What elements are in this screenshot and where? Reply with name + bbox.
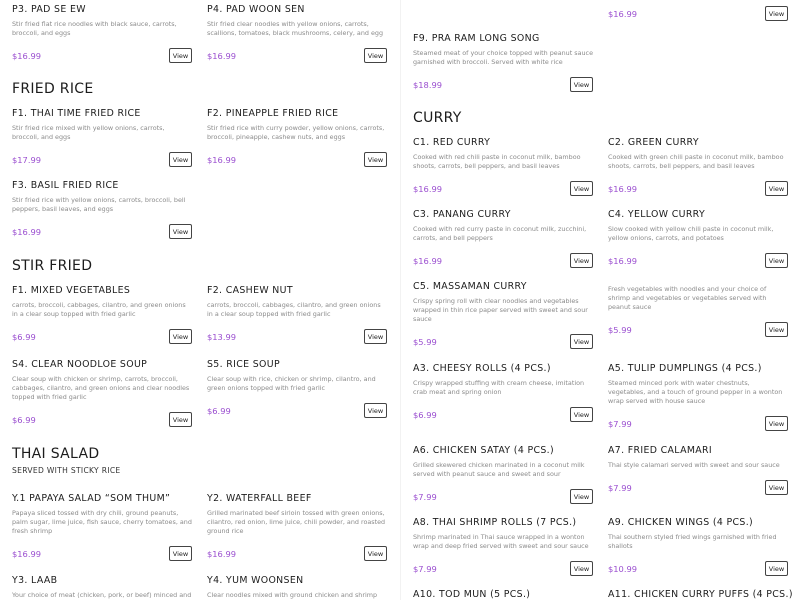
menu-item-description: Shrimp marinated in Thai sauce wrapped in a wonton wrap and deep fried served with sweet and sour sauce xyxy=(413,533,589,550)
menu-item-price: $13.99 xyxy=(207,332,237,342)
menu-item-name: C5. MASSAMAN CURRY xyxy=(413,281,527,292)
category-thai-salad-subtitle: SERVED WITH STICKY RICE xyxy=(12,466,121,475)
menu-item-price: $17.99 xyxy=(12,155,42,165)
view-button[interactable]: View xyxy=(765,6,788,21)
menu-item-footer xyxy=(413,253,593,271)
menu-item-name: P3. PAD SE EW xyxy=(12,4,86,15)
menu-item xyxy=(413,33,593,95)
menu-item-name: Y3. LAAB xyxy=(12,575,58,586)
menu-item-description: Thai southern styled fried wings garnished with fried shallots xyxy=(608,533,777,550)
menu-item-description: Your choice of meat (chicken, pork, or beef) minced and xyxy=(12,591,192,599)
menu-item xyxy=(608,589,793,600)
menu-item-price: $7.99 xyxy=(413,564,437,574)
menu-item-footer xyxy=(207,546,387,564)
menu-item-footer xyxy=(608,322,788,340)
menu-item-price: $7.99 xyxy=(413,492,437,502)
view-button[interactable]: View xyxy=(570,181,593,196)
menu-item-description: carrots, broccoli, cabbages, cilantro, and green onions in a clear soup topped with fried garlic xyxy=(207,301,381,318)
menu-item-name: C3. PANANG CURRY xyxy=(413,209,511,220)
menu-item-price: $6.99 xyxy=(413,410,437,420)
menu-item-name: F1. THAI TIME FRIED RICE xyxy=(12,108,141,119)
menu-item-footer xyxy=(207,329,387,347)
menu-item-price: $6.99 xyxy=(12,415,36,425)
menu-item-footer xyxy=(413,561,593,579)
menu-item-description: Stir fried clear noodles with yellow onions, carrots, scallions, tomatoes, black mushrooms, celery, and egg xyxy=(207,20,384,37)
menu-item xyxy=(12,108,192,170)
menu-item-footer xyxy=(413,181,593,199)
menu-item-price: $6.99 xyxy=(12,332,36,342)
menu-item-footer xyxy=(12,329,192,347)
view-button[interactable]: View xyxy=(364,48,387,63)
menu-item-description: Thai style calamari served with sweet and sour sauce xyxy=(608,461,780,469)
menu-item xyxy=(413,589,593,600)
menu-item-name: A11. CHICKEN CURRY PUFFS (4 PCS.) xyxy=(608,589,793,600)
menu-item-name: S5. RICE SOUP xyxy=(207,359,280,370)
menu-item-name: F1. MIXED VEGETABLES xyxy=(12,285,131,296)
menu-item xyxy=(12,575,192,600)
menu-item-description: Crispy wrapped stuffing with cream cheese, imitation crab meat and spring onion xyxy=(413,379,585,396)
menu-item-name: C1. RED CURRY xyxy=(413,137,491,148)
view-button[interactable]: View xyxy=(765,322,788,337)
menu-item-footer xyxy=(207,152,387,170)
menu-item-description: Cooked with red curry paste in coconut milk, zucchini, carrots, and bell peppers xyxy=(413,225,587,242)
view-button[interactable]: View xyxy=(364,403,387,418)
menu-item-description: Clear noodles mixed with ground chicken and shrimp xyxy=(207,591,378,599)
menu-item xyxy=(207,359,387,421)
menu-item-footer xyxy=(12,412,192,430)
view-button[interactable]: View xyxy=(169,329,192,344)
menu-item xyxy=(608,281,788,340)
view-button[interactable]: View xyxy=(169,152,192,167)
menu-item xyxy=(12,180,192,242)
menu-item-footer xyxy=(12,152,192,170)
view-button[interactable]: View xyxy=(570,334,593,349)
view-button[interactable]: View xyxy=(364,329,387,344)
menu-item-footer xyxy=(413,77,593,95)
menu-item xyxy=(413,363,593,425)
menu-item-name: Y.1 PAPAYA SALAD “SOM THUM” xyxy=(12,493,171,504)
menu-item-description: Stir fried rice with curry powder, yellow onions, carrots, broccoli, pineapple, cashew nuts, and eggs xyxy=(207,124,385,141)
menu-item-name: F2. CASHEW NUT xyxy=(207,285,293,296)
menu-item-name: Y4. YUM WOONSEN xyxy=(207,575,304,586)
menu-item xyxy=(413,445,593,507)
menu-item-price: $5.99 xyxy=(413,337,437,347)
menu-item-footer xyxy=(12,546,192,564)
menu-item xyxy=(207,285,387,347)
view-button[interactable]: View xyxy=(364,546,387,561)
menu-item-description: Fresh vegetables with noodles and your choice of shrimp and vegetables or vegetables served with peanut sauce xyxy=(608,285,767,311)
menu-item-price: $16.99 xyxy=(608,184,638,194)
menu-item xyxy=(413,137,593,199)
menu-item xyxy=(608,0,788,24)
menu-item-footer xyxy=(12,48,192,66)
view-button[interactable]: View xyxy=(765,253,788,268)
menu-item-name: F2. PINEAPPLE FRIED RICE xyxy=(207,108,339,119)
menu-item-name: A3. CHEESY ROLLS (4 PCS.) xyxy=(413,363,551,374)
menu-item-footer xyxy=(608,253,788,271)
menu-item-price: $5.99 xyxy=(608,325,632,335)
menu-item-description: Slow cooked with yellow chili paste in coconut milk, yellow onions, carrots, and potatoes xyxy=(608,225,774,242)
menu-item-price: $16.99 xyxy=(207,155,237,165)
menu-item-price: $10.99 xyxy=(608,564,638,574)
menu-item-description: Cooked with red chili paste in coconut milk, bamboo shoots, carrots, bell peppers, and basil leaves xyxy=(413,153,581,170)
category-curry: CURRY xyxy=(413,110,462,126)
view-button[interactable]: View xyxy=(169,224,192,239)
view-button[interactable]: View xyxy=(765,181,788,196)
menu-item-name: C4. YELLOW CURRY xyxy=(608,209,706,220)
view-button[interactable]: View xyxy=(765,416,788,431)
menu-item xyxy=(608,363,788,434)
menu-item xyxy=(207,4,387,66)
menu-item-name: S4. CLEAR NOODLOE SOUP xyxy=(12,359,148,370)
menu-item-footer xyxy=(608,416,788,434)
menu-item-price: $16.99 xyxy=(608,256,638,266)
menu-item xyxy=(608,445,788,498)
menu-item xyxy=(413,517,593,579)
menu-item-footer xyxy=(608,480,788,498)
menu-item-description: Stir fried rice mixed with yellow onions, carrots, broccoli, and eggs xyxy=(12,124,165,141)
menu-item-footer xyxy=(413,407,593,425)
menu-item-name: A10. TOD MUN (5 PCS.) xyxy=(413,589,531,600)
menu-item-price: $16.99 xyxy=(207,51,237,61)
view-button[interactable]: View xyxy=(570,489,593,504)
menu-item-price: $7.99 xyxy=(608,483,632,493)
view-button[interactable]: View xyxy=(765,561,788,576)
category-thai-salad: THAI SALAD xyxy=(12,446,100,462)
menu-item xyxy=(207,493,387,564)
view-button[interactable]: View xyxy=(765,480,788,495)
menu-item-description: Papaya sliced tossed with dry chili, ground peanuts, palm sugar, lime juice, fish sauce, cherry tomatoes, and fresh shrimp xyxy=(12,509,192,535)
menu-item xyxy=(413,209,593,271)
menu-item-footer xyxy=(608,6,788,24)
menu-item-price: $6.99 xyxy=(207,406,231,416)
menu-item xyxy=(608,137,788,199)
menu-item-price: $16.99 xyxy=(12,51,42,61)
menu-item-name: A5. TULIP DUMPLINGS (4 PCS.) xyxy=(608,363,762,374)
menu-item-name: F9. PRA RAM LONG SONG xyxy=(413,33,540,44)
menu-item-name: Y2. WATERFALL BEEF xyxy=(207,493,312,504)
menu-item-price: $16.99 xyxy=(207,549,237,559)
menu-item-description: Grilled marinated beef sirloin tossed with green onions, cilantro, red onion, lime juice, chili powder, and roasted ground rice xyxy=(207,509,386,535)
view-button[interactable]: View xyxy=(570,77,593,92)
category-fried-rice: FRIED RICE xyxy=(12,81,94,97)
menu-item-footer xyxy=(207,48,387,66)
view-button[interactable]: View xyxy=(364,152,387,167)
menu-item-footer xyxy=(413,334,593,352)
menu-item-footer xyxy=(207,403,387,421)
menu-item xyxy=(608,517,788,579)
menu-item-price: $16.99 xyxy=(12,227,42,237)
menu-item-footer xyxy=(608,181,788,199)
menu-item-description: Cooked with green chili paste in coconut milk, bamboo shoots, carrots, bell peppers, and basil leaves xyxy=(608,153,784,170)
menu-item xyxy=(12,285,192,347)
menu-item-price: $16.99 xyxy=(413,184,443,194)
menu-item-description: Crispy spring roll with clear noodles and vegetables wrapped in thin rice paper served with sweet and sour sauce xyxy=(413,297,588,323)
menu-item-description: Grilled skewered chicken marinated in a coconut milk served with peanut sauce and sweet and sour xyxy=(413,461,585,478)
view-button[interactable]: View xyxy=(169,412,192,427)
view-button[interactable]: View xyxy=(169,48,192,63)
menu-item-description: Stir fried flat rice noodles with black sauce, carrots, broccoli, and eggs xyxy=(12,20,177,37)
view-button[interactable]: View xyxy=(169,546,192,561)
category-stir-fried: STIR FRIED xyxy=(12,258,93,274)
menu-item xyxy=(12,493,192,564)
menu-item-price: $16.99 xyxy=(608,9,638,19)
menu-item-price: $16.99 xyxy=(413,256,443,266)
menu-item-description: Steamed meat of your choice topped with peanut sauce garnished with broccoli. Served with white rice xyxy=(413,49,593,66)
menu-item-description: Clear soup with chicken or shrimp, carrots, broccoli, cabbages, cilantro, and green onions and clear noodles topped with fried garlic xyxy=(12,375,190,401)
menu-item-footer xyxy=(608,561,788,579)
menu-item xyxy=(207,575,387,600)
menu-item-price: $7.99 xyxy=(608,419,632,429)
menu-item-price: $18.99 xyxy=(413,80,443,90)
menu-item-price: $16.99 xyxy=(12,549,42,559)
menu-item-name: F3. BASIL FRIED RICE xyxy=(12,180,119,191)
menu-item-description: Steamed minced pork with water chestnuts, vegetables, and a touch of ground pepper in a wonton wrap served with house sauce xyxy=(608,379,783,405)
menu-item xyxy=(207,108,387,170)
menu-item-name: A6. CHICKEN SATAY (4 PCS.) xyxy=(413,445,554,456)
menu-item-name: P4. PAD WOON SEN xyxy=(207,4,305,15)
menu-item xyxy=(12,4,192,66)
column-divider xyxy=(400,0,401,600)
menu-item-description: carrots, broccoli, cabbages, cilantro, and green onions in a clear soup topped with fried garlic xyxy=(12,301,186,318)
menu-item-name: A8. THAI SHRIMP ROLLS (7 PCS.) xyxy=(413,517,577,528)
menu-item-description: Clear soup with rice, chicken or shrimp, cilantro, and green onions topped with fried garlic xyxy=(207,375,376,392)
menu-item-name: C2. GREEN CURRY xyxy=(608,137,699,148)
menu-item-name: A9. CHICKEN WINGS (4 PCS.) xyxy=(608,517,754,528)
menu-item-name: A7. FRIED CALAMARI xyxy=(608,445,713,456)
view-button[interactable]: View xyxy=(570,561,593,576)
menu-item xyxy=(413,281,593,352)
menu-item-description: Stir fried rice with yellow onions, carrots, broccoli, bell peppers, basil leaves, and eggs xyxy=(12,196,186,213)
menu-item xyxy=(608,209,788,271)
view-button[interactable]: View xyxy=(570,407,593,422)
menu-item-footer xyxy=(413,489,593,507)
view-button[interactable]: View xyxy=(570,253,593,268)
menu-item-footer xyxy=(12,224,192,242)
menu-item xyxy=(12,359,192,430)
